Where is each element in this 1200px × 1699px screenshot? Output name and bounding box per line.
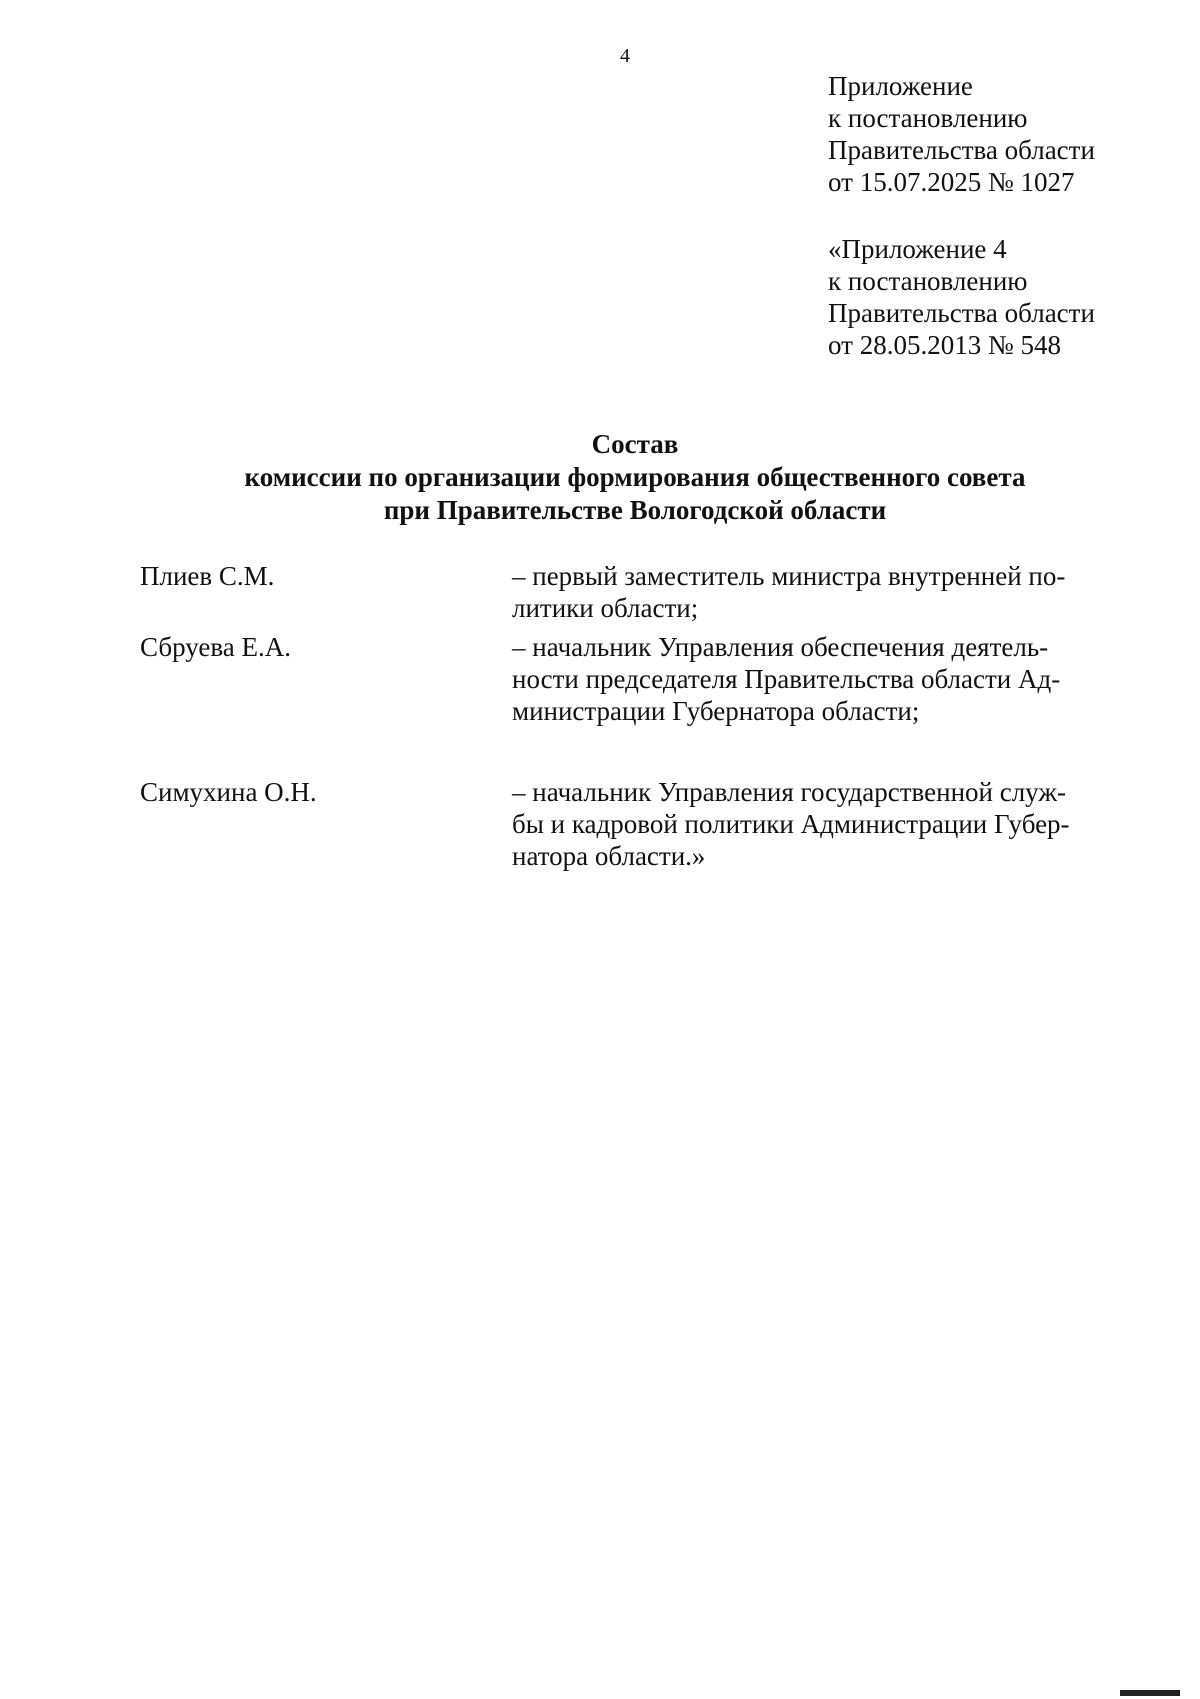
- appendix-current-line: от 15.07.2025 № 1027: [828, 167, 1075, 197]
- document-title: [120, 428, 1150, 527]
- appendix-current-block: [828, 70, 1168, 198]
- member-position-line: – начальник Управления обеспечения деятель-: [512, 632, 1049, 662]
- member-position-line: ности председателя Правительства области Ад-: [512, 664, 1061, 694]
- member-position: [512, 631, 1112, 727]
- commission-members-list: [140, 560, 1140, 872]
- member-name: Симухина О.Н.: [140, 777, 317, 807]
- member-position: [512, 776, 1112, 872]
- appendix-current-line: Правительства области: [828, 135, 1095, 165]
- member-position: [512, 560, 1112, 624]
- page-number: 4: [620, 45, 630, 67]
- appendix-original-line: Правительства области: [828, 298, 1095, 328]
- appendix-current-line: Приложение: [828, 71, 973, 101]
- member-row: [140, 776, 1140, 872]
- member-row: [140, 560, 1140, 624]
- appendix-original-line: «Приложение 4: [828, 234, 1007, 264]
- member-row: [140, 631, 1140, 727]
- title-line: Состав: [591, 429, 679, 459]
- appendix-current-line: к постановлению: [828, 103, 1028, 133]
- member-position-line: – начальник Управления государственной служ-: [512, 777, 1066, 807]
- title-line: комиссии по организации формирования общественного совета: [244, 462, 1026, 492]
- appendix-original-line: к постановлению: [828, 266, 1028, 296]
- member-position-line: натора области.»: [512, 841, 706, 871]
- scan-edge-mark: [1120, 1690, 1180, 1696]
- member-name: Плиев С.М.: [140, 561, 275, 591]
- member-position-line: литики области;: [512, 593, 699, 623]
- member-position-line: – первый заместитель министра внутренней по-: [512, 561, 1066, 591]
- member-position-line: бы и кадровой политики Администрации Губер-: [512, 809, 1070, 839]
- appendix-original-block: [828, 233, 1168, 361]
- title-line: при Правительстве Вологодской области: [383, 495, 887, 525]
- member-name: Сбруева Е.А.: [140, 632, 291, 662]
- member-position-line: министрации Губернатора области;: [512, 696, 920, 726]
- appendix-original-line: от 28.05.2013 № 548: [828, 330, 1061, 360]
